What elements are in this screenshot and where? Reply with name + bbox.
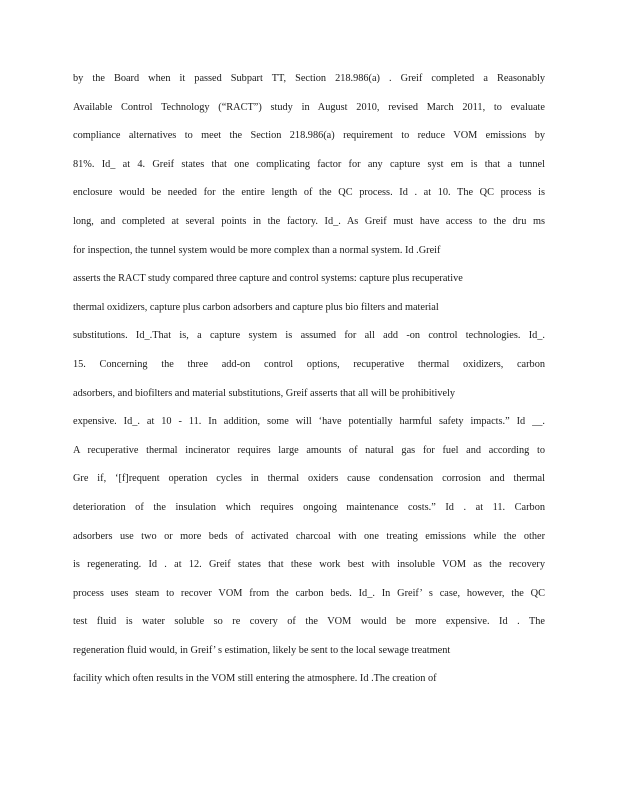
- text-line-17: adsorbers use two or more beds of activated charcoal with one treating emissions while the other: [73, 530, 545, 542]
- text-line-4: 81%. Id_ at 4. Greif states that one complicating factor for any capture syst em is that a tunnel: [73, 158, 545, 170]
- text-line-20: test fluid is water soluble so re covery of the VOM would be more expensive. Id . The: [73, 616, 545, 628]
- text-line-1: by the Board when it passed Subpart TT, Section 218.986(a) . Greif completed a Reasonably: [73, 73, 545, 84]
- text-line-5: enclosure would be needed for the entire length of the QC process. Id . at 10. The QC process is: [73, 187, 545, 199]
- text-line-8: asserts the RACT study compared three capture and control systems: capture plus recuperative: [73, 273, 463, 285]
- text-line-6: long, and completed at several points in the factory. Id_. As Greif must have access to the dru ms: [73, 215, 545, 227]
- text-line-22: facility which often results in the VOM still entering the atmosphere. Id .The creation of: [73, 673, 437, 685]
- body-text: [73, 70, 545, 699]
- text-line-19: process uses steam to recover VOM from the carbon beds. Id_. In Greif’ s case, however, the QC: [73, 587, 545, 599]
- text-line-11: 15. Concerning the three add-on control options, recuperative thermal oxidizers, carbon: [73, 358, 545, 370]
- text-line-2: Available Control Technology (“RACT”) study in August 2010, revised March 2011, to evaluate: [73, 101, 545, 113]
- text-line-13: expensive. Id_. at 10 - 11. In addition, some will ‘have potentially harmful safety impacts.” Id __.: [73, 416, 545, 428]
- text-line-10: substitutions. Id_.That is, a capture system is assumed for all add -on control technologies. Id_.: [73, 330, 545, 342]
- text-line-18: is regenerating. Id . at 12. Greif states that these work best with insoluble VOM as the recovery: [73, 559, 545, 571]
- text-line-14: A recuperative thermal incinerator requires large amounts of natural gas for fuel and according to: [73, 444, 545, 456]
- text-line-15: Gre if, ‘[f]requent operation cycles in thermal oxiders cause condensation corrosion and thermal: [73, 473, 545, 485]
- text-line-21: regeneration fluid would, in Greif’ s estimation, likely be sent to the local sewage treatment: [73, 644, 451, 656]
- text-line-9: thermal oxidizers, capture plus carbon adsorbers and capture plus bio filters and material: [73, 301, 439, 313]
- text-line-12: adsorbers, and biofilters and material substitutions, Greif asserts that all will be prohibitively: [73, 387, 456, 399]
- text-line-3: compliance alternatives to meet the Section 218.986(a) requirement to reduce VOM emissions by: [73, 130, 545, 142]
- text-line-7: for inspection, the tunnel system would be more complex than a normal system. Id .Greif: [73, 244, 441, 256]
- text-line-16: deterioration of the insulation which requires ongoing maintenance costs.” Id . at 11. Carbon: [73, 501, 545, 513]
